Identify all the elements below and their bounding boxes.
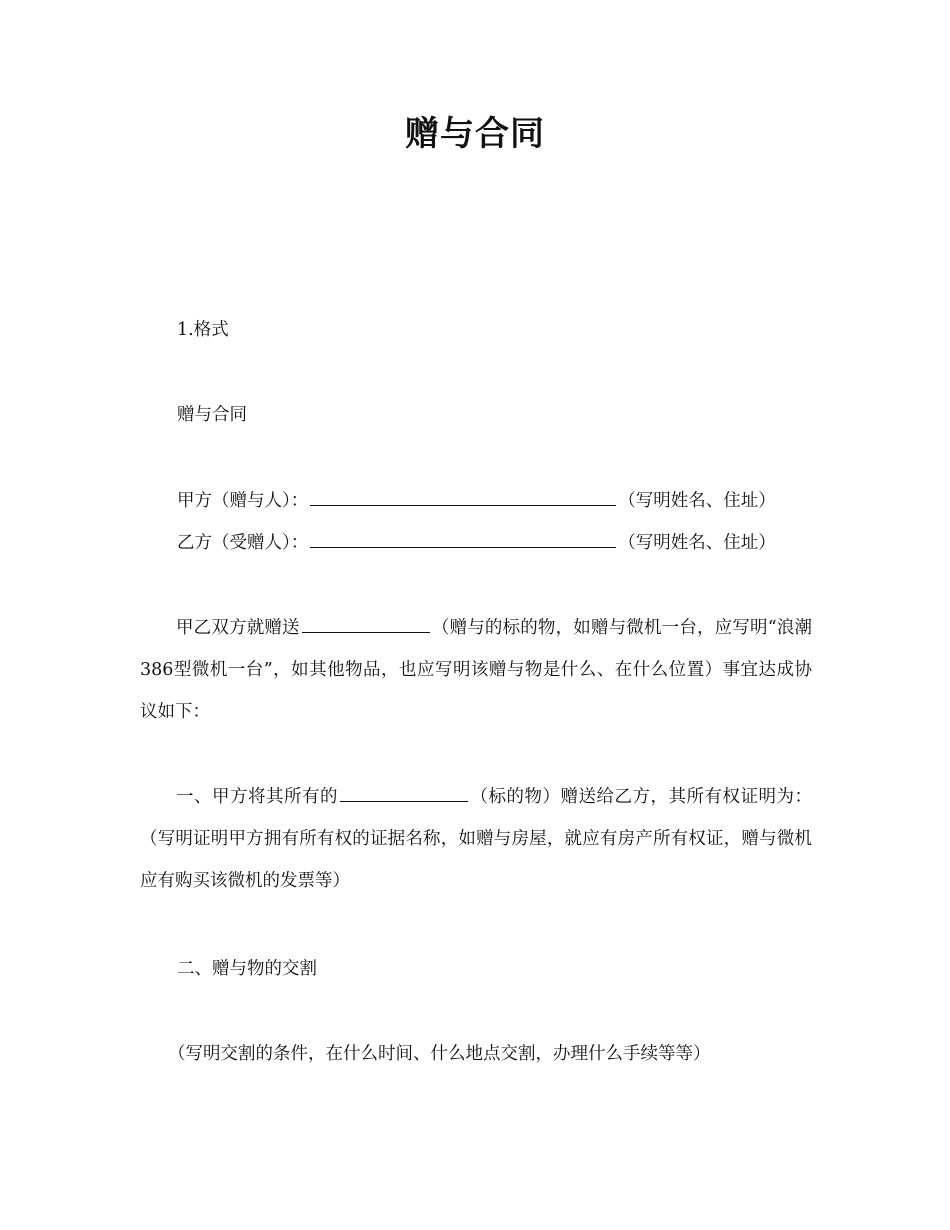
document-title: 赠与合同 [405,114,545,154]
party-a-line [177,488,857,513]
clause-2-heading: 二、赠与物的交割 [177,959,317,979]
clause-1-item-blank[interactable] [340,784,468,802]
contract-subtitle: 赠与合同 [177,405,247,425]
clause-1-text-after: （标的物）赠送给乙方，其所有权证明为：（写明证明甲方拥有所有权的证据名称，如赠与房屋，就应有房产所有权证，赠与微机应有购买该微机的发票等） [140,787,812,891]
party-b-label: 乙方（受赠人）： [177,533,309,553]
clause-2-note: （写明交割的条件，在什么时间、什么地点交割，办理什么手续等等） [168,1044,711,1064]
party-a-note: （写明姓名、住址） [618,491,776,511]
intro-text-before: 甲乙双方就赠送 [176,618,300,638]
party-a-blank[interactable] [310,488,616,506]
gift-item-blank[interactable] [302,615,430,633]
section-format-heading: 1.格式 [177,320,229,340]
clause-1-text-before: 一、甲方将其所有的 [176,787,338,807]
party-b-line [177,530,857,555]
party-a-label: 甲方（赠与人）： [177,491,309,511]
intro-text-after: （赠与的标的物，如赠与微机一台，应写明“浪潮386型微机一台”，如其他物品，也应写明该赠与物是什么、在什么位置）事宜达成协议如下： [140,618,812,722]
party-b-note: （写明姓名、住址） [618,533,776,553]
intro-paragraph [140,607,812,733]
party-b-blank[interactable] [310,530,616,548]
clause-1-paragraph [140,776,812,902]
